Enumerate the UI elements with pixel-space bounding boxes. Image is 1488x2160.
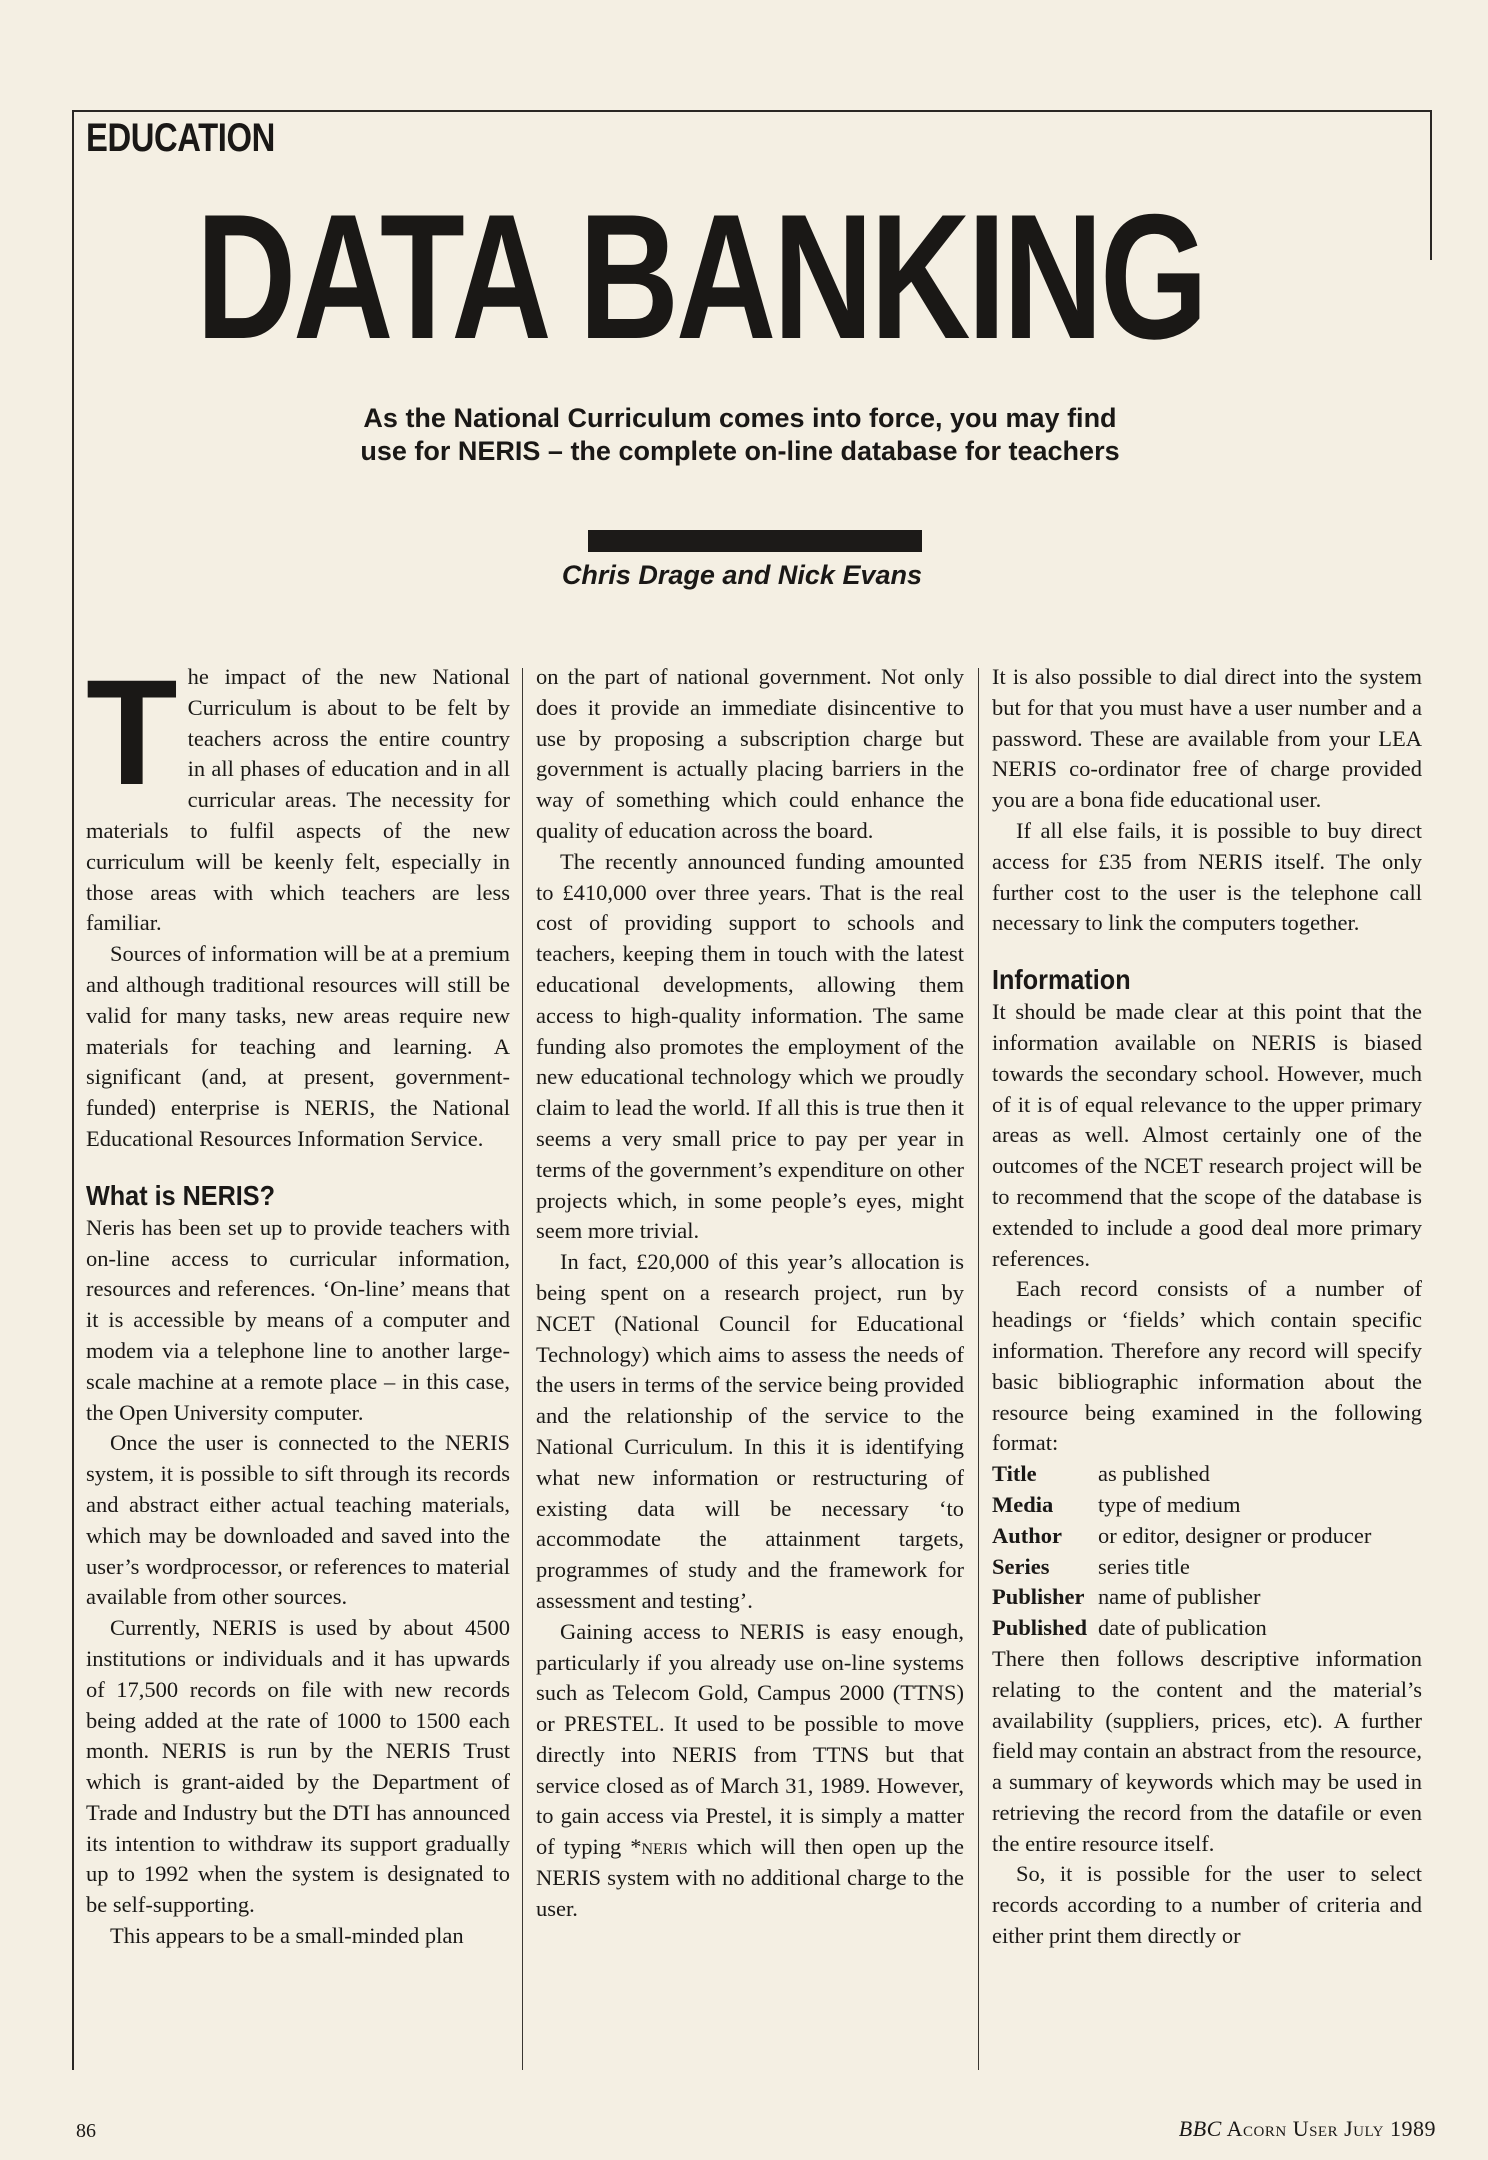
field-key: Title bbox=[992, 1461, 1037, 1487]
paragraph: So, it is possible for the user to select records according to a number of criteria and either print them directly or bbox=[992, 1861, 1422, 1949]
byline-bar bbox=[588, 530, 922, 552]
standfirst-line-2: use for NERIS – the complete on-line database for teachers bbox=[360, 436, 1120, 466]
paragraph: This appears to be a small-minded plan bbox=[110, 1923, 464, 1949]
paragraph: It should be made clear at this point that the information available on NERIS is biased towards the secondary school. However, much of it is of equal relevance to the upper primary areas as well. Almost certainly one of the outcomes of the NCET research project will be to recommend that the scope of the database is extended to include a good deal more primary references. bbox=[992, 999, 1422, 1271]
paragraph: Neris has been set up to provide teachers with on-line access to curricular information, resources and references. ‘On-line’ means that it is accessible by means of a computer and modem via a telephone line to another large-scale machine at a remote place – in this case, the Open University computer. bbox=[86, 1214, 510, 1425]
record-fields-list bbox=[992, 1459, 1422, 1644]
headline: DATA BANKING bbox=[196, 177, 1205, 376]
field-value: type of medium bbox=[1098, 1491, 1241, 1517]
byline: Chris Drage and Nick Evans bbox=[561, 560, 922, 590]
frame-top-rule bbox=[72, 110, 1430, 112]
drop-cap: T bbox=[86, 648, 178, 816]
paragraph: There then follows descriptive information relating to the content and the material’s availability (suppliers, prices, etc). A further field may contain an abstract from the resource, a summary of keywords which may be used in retrieving the record from the datafile or even the entire resource itself. bbox=[992, 1645, 1422, 1856]
subhead-what-is-neris: What is NERIS? bbox=[86, 1179, 276, 1211]
subhead-information: Information bbox=[992, 964, 1131, 996]
paragraph: Once the user is connected to the NERIS system, it is possible to sift through its records and abstract either actual teaching materials, which may be downloaded and saved into the user’s wordprocessor, or references to material available from other sources. bbox=[86, 1430, 510, 1610]
page-number: 86 bbox=[76, 2120, 96, 2142]
standfirst bbox=[300, 402, 1180, 468]
frame-right-rule bbox=[1430, 110, 1432, 260]
paragraph: Sources of information will be at a premium and although traditional resources will still be valid for many tasks, new areas require new materials for teaching and learning. A significant (and, at present, government-funded) enterprise is NERIS, the National Educational Resources Information Service. bbox=[86, 941, 510, 1151]
section-label: EDUCATION bbox=[86, 116, 275, 160]
paragraph: If all else fails, it is possible to buy direct access for £35 from NERIS itself. The only further cost to the user is the telephone call necessary to link the computers together. bbox=[992, 817, 1422, 936]
prestel-command: *neris bbox=[630, 1834, 688, 1860]
paragraph bbox=[86, 648, 510, 939]
field-value: as published bbox=[1098, 1461, 1210, 1487]
column-2 bbox=[536, 662, 964, 1925]
field-key: Publisher bbox=[992, 1584, 1085, 1610]
field-value: series title bbox=[1098, 1553, 1190, 1579]
field-key: Series bbox=[992, 1553, 1050, 1579]
paragraph bbox=[536, 1617, 964, 1925]
paragraph-text: Gaining access to NERIS is easy enough, particularly if you already use on-line systems such as Telecom Gold, Campus 2000 (TTNS) or PRESTEL. It used to be possible to move directly into NERIS from TTNS but that service closed as of March 31, 1989. However, to gain access via Prestel, it is simply a matter of typing bbox=[536, 1618, 964, 1860]
column-3 bbox=[992, 662, 1422, 1952]
field-value: date of publication bbox=[1098, 1615, 1267, 1641]
field-value: name of publisher bbox=[1098, 1584, 1261, 1610]
column-rule-2 bbox=[978, 668, 979, 2070]
paragraph: The recently announced funding amounted to £410,000 over three years. That is the real cost of providing support to schools and teachers, keeping them in touch with the latest educational developments, allowing them access to high-quality information. The same funding also promotes the employment of the new educational technology which we proudly claim to lead the world. If all this is true then it seems a very small price to pay per year in terms of the government’s expenditure on other projects which, in some people’s eyes, might seem more trivial. bbox=[536, 848, 964, 1244]
masthead-title: Acorn User July 1989 bbox=[1226, 2116, 1436, 2141]
frame-left-rule bbox=[72, 110, 74, 2070]
standfirst-line-1: As the National Curriculum comes into force, you may find bbox=[363, 403, 1117, 433]
paragraph-text: which will then open up the NERIS system with no additional charge to the user. bbox=[536, 1834, 964, 1921]
field-key: Media bbox=[992, 1491, 1054, 1517]
paragraph: It is also possible to dial direct into the system but for that you must have a user number and a password. These are available from your LEA NERIS co-ordinator free of charge provided you are a bona fide educational user. bbox=[992, 664, 1422, 813]
field-key: Author bbox=[992, 1522, 1063, 1548]
paragraph: In fact, £20,000 of this year’s allocation is being spent on a research project, run by NCET (National Council for Educational Technology) which aims to assess the needs of the users in terms of the service being provided and the relationship of the service to the National Curriculum. In this it is identifying what new information or restructuring of existing data will be necessary ‘to accommodate the attainment targets, programmes of study and the framework for assessment and testing’. bbox=[536, 1249, 964, 1613]
paragraph: Each record consists of a number of headings or ‘fields’ which contain specific information. Therefore any record will specify basic bibliographic information about the resource being examined in the following format: bbox=[992, 1276, 1422, 1456]
magazine-masthead bbox=[1179, 2116, 1436, 2142]
column-1 bbox=[86, 648, 510, 1952]
masthead-bbc: BBC bbox=[1178, 2116, 1222, 2141]
field-value: or editor, designer or producer bbox=[1098, 1522, 1372, 1548]
paragraph: on the part of national government. Not only does it provide an immediate disincentive to use by proposing a subscription charge but government is actually placing barriers in the way of something which could enhance the quality of education across the board. bbox=[536, 664, 964, 843]
column-rule-1 bbox=[522, 668, 523, 2070]
paragraph: Currently, NERIS is used by about 4500 institutions or individuals and it has upwards of 17,500 records on file with new records being added at the rate of 1000 to 1500 each month. NERIS is run by the NERIS Trust which is grant-aided by the Department of Trade and Industry but the DTI has announced its intention to withdraw its support gradually up to 1992 when the system is designated to be self-supporting. bbox=[86, 1615, 510, 1918]
paragraph-text: he impact of the new National Curriculum is about to be felt by teachers across the entire country in all phases of education and in all curricular areas. The necessity for materials to fulfil aspects of the new curriculum will be keenly felt, especially in those areas with which teachers are less familiar. bbox=[86, 664, 510, 936]
field-key: Published bbox=[992, 1615, 1088, 1641]
